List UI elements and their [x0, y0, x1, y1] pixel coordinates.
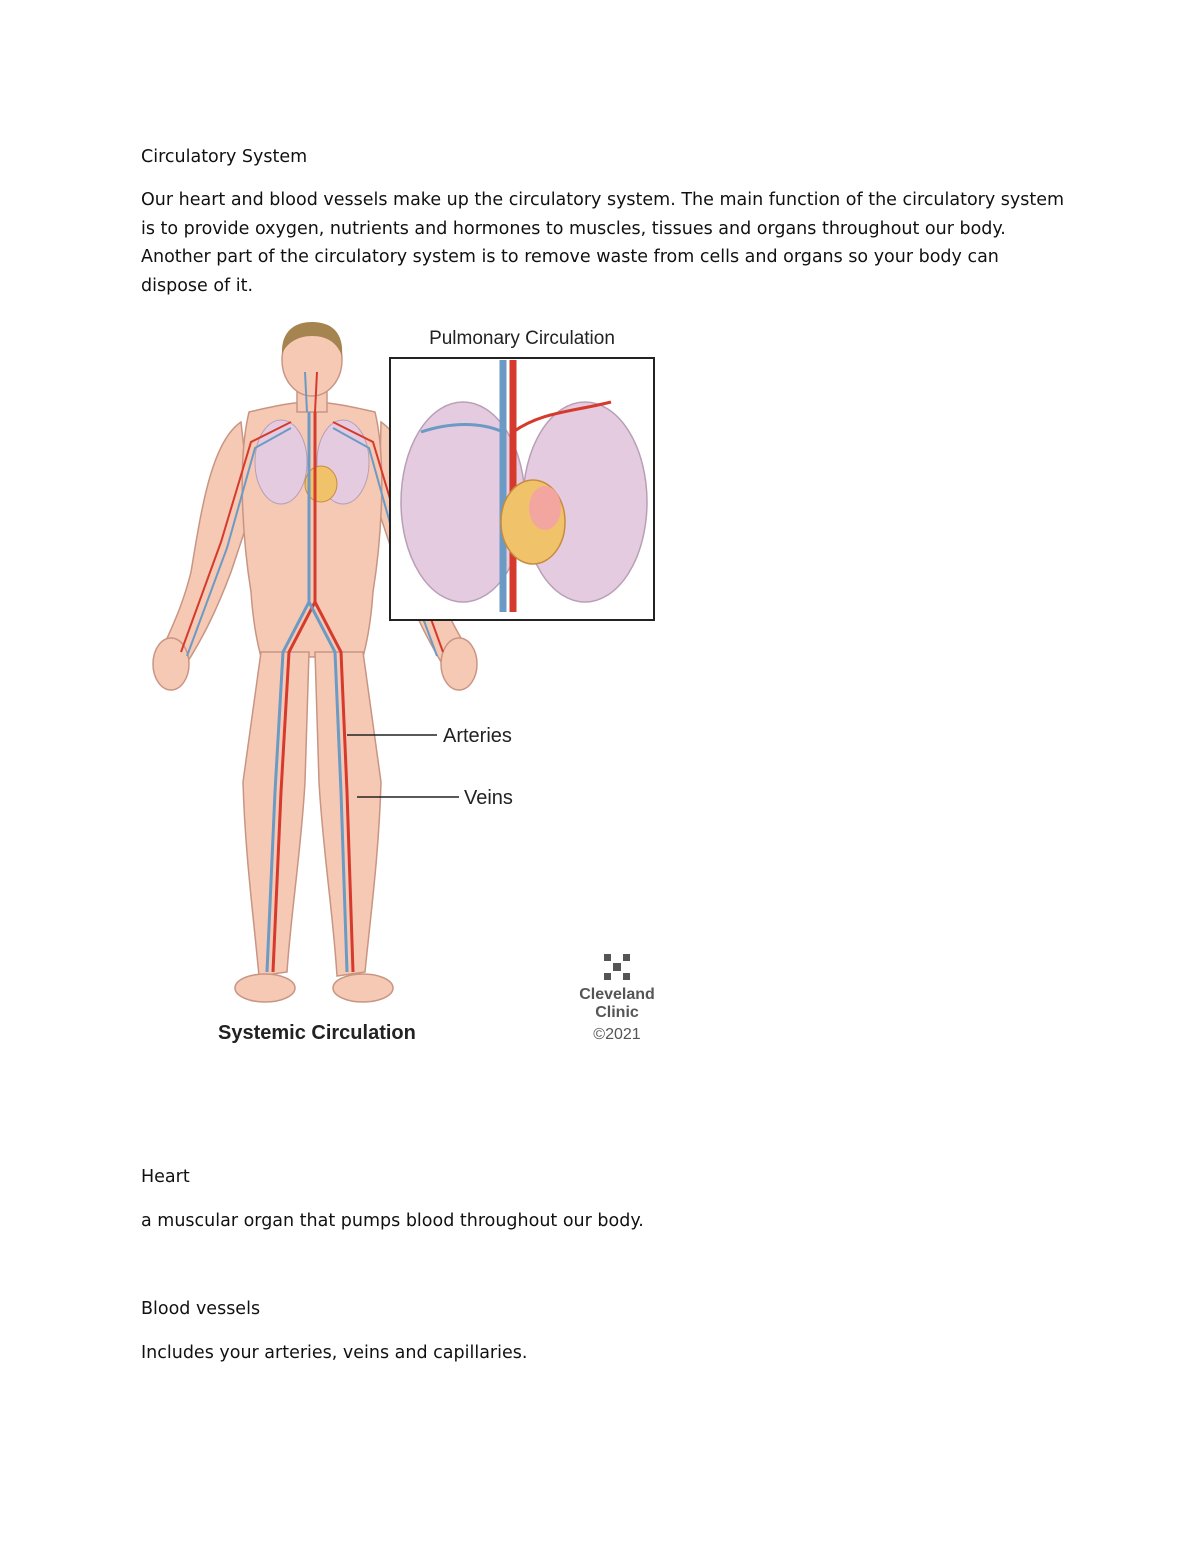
pulmonary-inset — [390, 358, 654, 620]
circulatory-figure — [141, 312, 666, 1060]
section-heading-heart: Heart — [141, 1167, 190, 1187]
section-text-blood-vessels: Includes your arteries, veins and capillaries. — [141, 1343, 528, 1363]
inset-title: Pulmonary Circulation — [429, 328, 615, 349]
left-arm — [159, 422, 251, 672]
logo-line1: Cleveland — [579, 986, 655, 1003]
inset-heart-chamber — [529, 486, 561, 530]
section-heading-blood-vessels: Blood vessels — [141, 1299, 261, 1319]
intro-paragraph: Our heart and blood vessels make up the circulatory system. The main function of the circulatory system is to provide oxygen, nutrients and hormones to muscles, tissues and organs throughout our body. Another part of the circulatory system is to remove waste from cells and organs so your body can dispose of it. — [141, 190, 1065, 296]
right-hand — [441, 638, 477, 690]
right-foot — [333, 974, 393, 1002]
cleveland-clinic-logo — [579, 954, 655, 1043]
systemic-title: Systemic Circulation — [218, 1022, 416, 1044]
circulatory-illustration — [141, 312, 666, 1060]
page-title: Circulatory System — [141, 147, 308, 167]
section-text-heart: a muscular organ that pumps blood throughout our body. — [141, 1211, 644, 1231]
left-foot — [235, 974, 295, 1002]
logo-line2: Clinic — [595, 1004, 639, 1021]
arteries-label: Arteries — [443, 725, 512, 747]
logo-copyright: ©2021 — [593, 1026, 641, 1043]
veins-label: Veins — [464, 787, 513, 809]
